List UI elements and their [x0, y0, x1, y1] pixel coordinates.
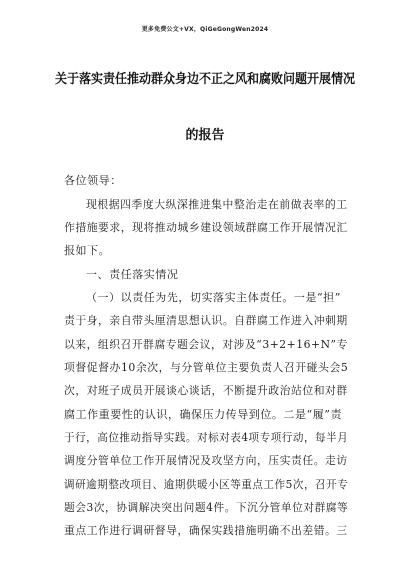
paragraph-line: 于行，高位推动指导实践。对标对表4项专项行动，每半月: [64, 431, 349, 444]
paragraph-line: 责于身，亲自带头厘清思想认识。自群腐工作进入冲刺期: [64, 314, 348, 327]
paragraph-line: 现根据四季度大纵深推进集中整治走在前做表率的工: [86, 198, 348, 211]
paragraph-line: 题会3次，协调解决突出问题4件。下沉分管单位对群腐等: [64, 501, 349, 514]
document-title-line-2: 的报告: [185, 128, 225, 143]
paragraph-line: 以来，组织召开群腐专题会议，对涉及“3+2+16+N”专: [64, 338, 348, 351]
document-title-line-1: 关于落实责任推动群众身边不正之风和腐败问题开展情况: [55, 72, 356, 87]
paragraph-line: 腐工作重要性的认识，确保压力传导到位。二是“履”责: [64, 408, 342, 421]
paragraph-line: （一）以责任为先，切实落实主体责任。一是“担”: [86, 291, 341, 304]
section-heading: 一、责任落实情况: [86, 268, 179, 281]
paragraph-line: 重点工作进行调研督导，确保实践措施明确不出差错。三: [64, 524, 348, 537]
paragraph-line: 次，对班子成员开展谈心谈话，不断提升政治站位和对群: [64, 384, 348, 397]
paragraph-line: 项督促督办10余次，与分管单位主要负责人召开碰头会5: [64, 361, 349, 374]
paragraph-line: 报如下。: [64, 244, 111, 257]
paragraph-line: 调研逾期整改项目、逾期供暖小区等重点工作5次，召开专: [64, 478, 349, 491]
salutation: 各位领导：: [64, 174, 122, 187]
paragraph-line: 调度分管单位工作开展情况及攻坚方向，压实责任。走访: [64, 454, 348, 467]
header-note: 更多免费公文+VX，QiGeGongWen2024: [141, 26, 269, 33]
paragraph-line: 作措施要求，现将推动城乡建设领域群腐工作开展情况汇: [64, 221, 348, 234]
